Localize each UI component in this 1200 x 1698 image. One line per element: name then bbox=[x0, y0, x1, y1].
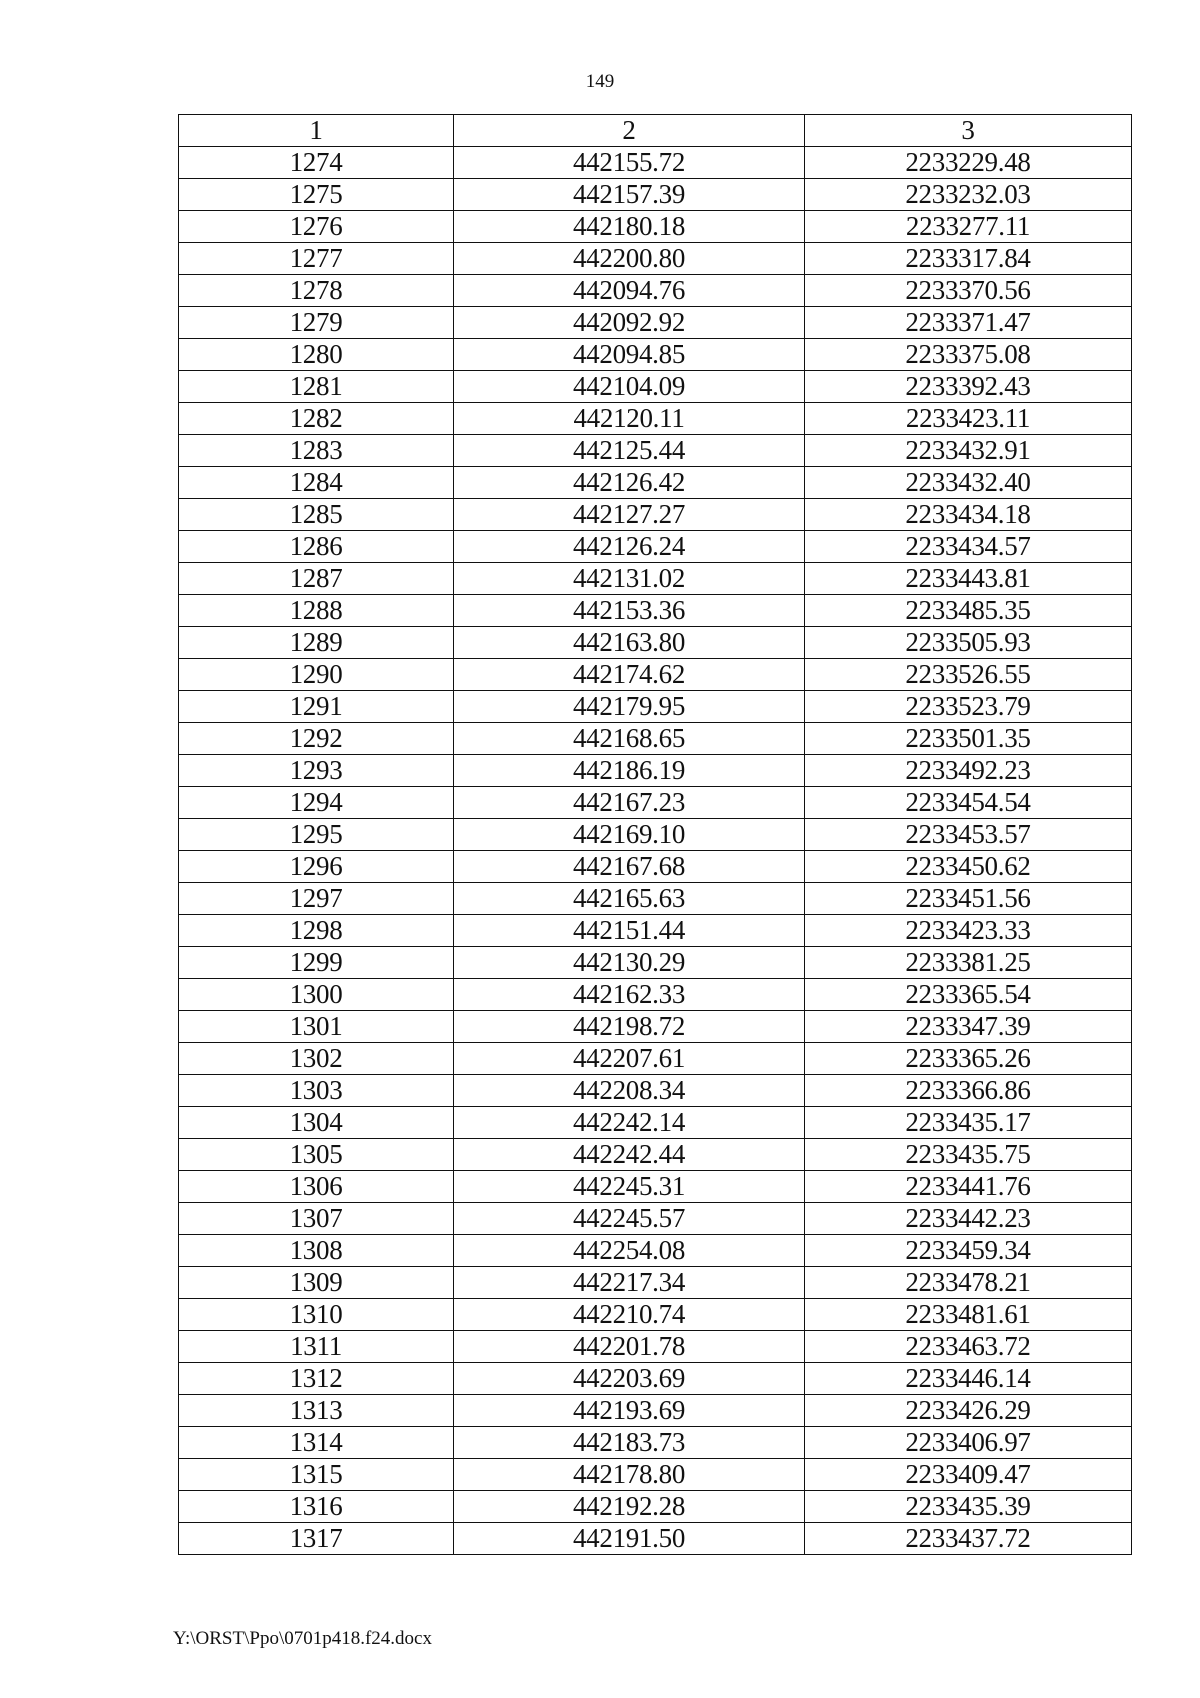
point-number-cell: 1305 bbox=[179, 1139, 454, 1171]
point-number-cell: 1299 bbox=[179, 947, 454, 979]
x-coordinate-cell: 442198.72 bbox=[454, 1011, 805, 1043]
table-body bbox=[179, 147, 1132, 1555]
point-number-cell: 1297 bbox=[179, 883, 454, 915]
point-number-cell: 1283 bbox=[179, 435, 454, 467]
x-coordinate-cell: 442167.68 bbox=[454, 851, 805, 883]
table-row bbox=[179, 531, 1132, 563]
x-coordinate-cell: 442167.23 bbox=[454, 787, 805, 819]
x-coordinate-cell: 442131.02 bbox=[454, 563, 805, 595]
x-coordinate-cell: 442208.34 bbox=[454, 1075, 805, 1107]
x-coordinate-cell: 442157.39 bbox=[454, 179, 805, 211]
y-coordinate-cell: 2233478.21 bbox=[805, 1267, 1132, 1299]
x-coordinate-cell: 442151.44 bbox=[454, 915, 805, 947]
point-number-cell: 1304 bbox=[179, 1107, 454, 1139]
point-number-cell: 1314 bbox=[179, 1427, 454, 1459]
table-row bbox=[179, 211, 1132, 243]
y-coordinate-cell: 2233441.76 bbox=[805, 1171, 1132, 1203]
x-coordinate-cell: 442242.44 bbox=[454, 1139, 805, 1171]
y-coordinate-cell: 2233523.79 bbox=[805, 691, 1132, 723]
table-row bbox=[179, 1523, 1132, 1555]
point-number-cell: 1303 bbox=[179, 1075, 454, 1107]
y-coordinate-cell: 2233485.35 bbox=[805, 595, 1132, 627]
point-number-cell: 1284 bbox=[179, 467, 454, 499]
table-row bbox=[179, 243, 1132, 275]
table-row bbox=[179, 627, 1132, 659]
table-row bbox=[179, 275, 1132, 307]
y-coordinate-cell: 2233443.81 bbox=[805, 563, 1132, 595]
point-number-cell: 1316 bbox=[179, 1491, 454, 1523]
y-coordinate-cell: 2233434.57 bbox=[805, 531, 1132, 563]
point-number-cell: 1300 bbox=[179, 979, 454, 1011]
table-row bbox=[179, 1043, 1132, 1075]
point-number-cell: 1287 bbox=[179, 563, 454, 595]
x-coordinate-cell: 442162.33 bbox=[454, 979, 805, 1011]
table-row bbox=[179, 947, 1132, 979]
y-coordinate-cell: 2233381.25 bbox=[805, 947, 1132, 979]
x-coordinate-cell: 442126.42 bbox=[454, 467, 805, 499]
table-row bbox=[179, 339, 1132, 371]
point-number-cell: 1311 bbox=[179, 1331, 454, 1363]
point-number-cell: 1276 bbox=[179, 211, 454, 243]
x-coordinate-cell: 442217.34 bbox=[454, 1267, 805, 1299]
y-coordinate-cell: 2233463.72 bbox=[805, 1331, 1132, 1363]
x-coordinate-cell: 442130.29 bbox=[454, 947, 805, 979]
footer-file-path: Y:\ORST\Ppo\0701p418.f24.docx bbox=[173, 1628, 432, 1649]
x-coordinate-cell: 442203.69 bbox=[454, 1363, 805, 1395]
point-number-cell: 1313 bbox=[179, 1395, 454, 1427]
y-coordinate-cell: 2233454.54 bbox=[805, 787, 1132, 819]
y-coordinate-cell: 2233450.62 bbox=[805, 851, 1132, 883]
x-coordinate-cell: 442245.31 bbox=[454, 1171, 805, 1203]
y-coordinate-cell: 2233442.23 bbox=[805, 1203, 1132, 1235]
point-number-cell: 1307 bbox=[179, 1203, 454, 1235]
table-row bbox=[179, 723, 1132, 755]
table-row bbox=[179, 691, 1132, 723]
y-coordinate-cell: 2233492.23 bbox=[805, 755, 1132, 787]
x-coordinate-cell: 442127.27 bbox=[454, 499, 805, 531]
x-coordinate-cell: 442254.08 bbox=[454, 1235, 805, 1267]
x-coordinate-cell: 442092.92 bbox=[454, 307, 805, 339]
x-coordinate-cell: 442193.69 bbox=[454, 1395, 805, 1427]
x-coordinate-cell: 442186.19 bbox=[454, 755, 805, 787]
x-coordinate-cell: 442163.80 bbox=[454, 627, 805, 659]
y-coordinate-cell: 2233406.97 bbox=[805, 1427, 1132, 1459]
x-coordinate-cell: 442155.72 bbox=[454, 147, 805, 179]
y-coordinate-cell: 2233409.47 bbox=[805, 1459, 1132, 1491]
table-row bbox=[179, 1139, 1132, 1171]
point-number-cell: 1285 bbox=[179, 499, 454, 531]
table-row bbox=[179, 1331, 1132, 1363]
y-coordinate-cell: 2233446.14 bbox=[805, 1363, 1132, 1395]
y-coordinate-cell: 2233347.39 bbox=[805, 1011, 1132, 1043]
y-coordinate-cell: 2233432.40 bbox=[805, 467, 1132, 499]
x-coordinate-cell: 442104.09 bbox=[454, 371, 805, 403]
x-coordinate-cell: 442183.73 bbox=[454, 1427, 805, 1459]
y-coordinate-cell: 2233426.29 bbox=[805, 1395, 1132, 1427]
point-number-cell: 1280 bbox=[179, 339, 454, 371]
table-row bbox=[179, 147, 1132, 179]
table-row bbox=[179, 499, 1132, 531]
table-header bbox=[179, 115, 1132, 147]
table-row bbox=[179, 1235, 1132, 1267]
table-row bbox=[179, 755, 1132, 787]
point-number-cell: 1293 bbox=[179, 755, 454, 787]
table-row bbox=[179, 851, 1132, 883]
y-coordinate-cell: 2233432.91 bbox=[805, 435, 1132, 467]
y-coordinate-cell: 2233435.75 bbox=[805, 1139, 1132, 1171]
table-row bbox=[179, 979, 1132, 1011]
point-number-cell: 1308 bbox=[179, 1235, 454, 1267]
x-coordinate-cell: 442192.28 bbox=[454, 1491, 805, 1523]
table-row bbox=[179, 819, 1132, 851]
x-coordinate-cell: 442174.62 bbox=[454, 659, 805, 691]
x-coordinate-cell: 442153.36 bbox=[454, 595, 805, 627]
y-coordinate-cell: 2233375.08 bbox=[805, 339, 1132, 371]
point-number-cell: 1309 bbox=[179, 1267, 454, 1299]
y-coordinate-cell: 2233232.03 bbox=[805, 179, 1132, 211]
table-row bbox=[179, 1267, 1132, 1299]
table-row bbox=[179, 371, 1132, 403]
page-number: 149 bbox=[585, 71, 615, 92]
column-header-1: 1 bbox=[179, 115, 454, 147]
table-row bbox=[179, 307, 1132, 339]
table-row bbox=[179, 595, 1132, 627]
table-row bbox=[179, 883, 1132, 915]
x-coordinate-cell: 442168.65 bbox=[454, 723, 805, 755]
table-row bbox=[179, 1171, 1132, 1203]
point-number-cell: 1296 bbox=[179, 851, 454, 883]
table-row bbox=[179, 1395, 1132, 1427]
x-coordinate-cell: 442094.76 bbox=[454, 275, 805, 307]
point-number-cell: 1302 bbox=[179, 1043, 454, 1075]
y-coordinate-cell: 2233366.86 bbox=[805, 1075, 1132, 1107]
y-coordinate-cell: 2233365.26 bbox=[805, 1043, 1132, 1075]
x-coordinate-cell: 442245.57 bbox=[454, 1203, 805, 1235]
y-coordinate-cell: 2233437.72 bbox=[805, 1523, 1132, 1555]
x-coordinate-cell: 442120.11 bbox=[454, 403, 805, 435]
point-number-cell: 1317 bbox=[179, 1523, 454, 1555]
x-coordinate-cell: 442169.10 bbox=[454, 819, 805, 851]
column-header-2: 2 bbox=[454, 115, 805, 147]
y-coordinate-cell: 2233453.57 bbox=[805, 819, 1132, 851]
table-row bbox=[179, 659, 1132, 691]
y-coordinate-cell: 2233317.84 bbox=[805, 243, 1132, 275]
column-header-3: 3 bbox=[805, 115, 1132, 147]
table-row bbox=[179, 1075, 1132, 1107]
x-coordinate-cell: 442180.18 bbox=[454, 211, 805, 243]
x-coordinate-cell: 442201.78 bbox=[454, 1331, 805, 1363]
table-row bbox=[179, 1363, 1132, 1395]
table-row bbox=[179, 467, 1132, 499]
table-row bbox=[179, 435, 1132, 467]
y-coordinate-cell: 2233229.48 bbox=[805, 147, 1132, 179]
table-row bbox=[179, 179, 1132, 211]
y-coordinate-cell: 2233459.34 bbox=[805, 1235, 1132, 1267]
point-number-cell: 1301 bbox=[179, 1011, 454, 1043]
x-coordinate-cell: 442191.50 bbox=[454, 1523, 805, 1555]
y-coordinate-cell: 2233423.11 bbox=[805, 403, 1132, 435]
x-coordinate-cell: 442094.85 bbox=[454, 339, 805, 371]
x-coordinate-cell: 442210.74 bbox=[454, 1299, 805, 1331]
point-number-cell: 1289 bbox=[179, 627, 454, 659]
x-coordinate-cell: 442126.24 bbox=[454, 531, 805, 563]
table-row bbox=[179, 1299, 1132, 1331]
table-row bbox=[179, 1107, 1132, 1139]
table-row bbox=[179, 1459, 1132, 1491]
y-coordinate-cell: 2233526.55 bbox=[805, 659, 1132, 691]
x-coordinate-cell: 442125.44 bbox=[454, 435, 805, 467]
y-coordinate-cell: 2233505.93 bbox=[805, 627, 1132, 659]
table-row bbox=[179, 1203, 1132, 1235]
y-coordinate-cell: 2233277.11 bbox=[805, 211, 1132, 243]
point-number-cell: 1294 bbox=[179, 787, 454, 819]
table-row bbox=[179, 1491, 1132, 1523]
x-coordinate-cell: 442200.80 bbox=[454, 243, 805, 275]
y-coordinate-cell: 2233435.17 bbox=[805, 1107, 1132, 1139]
table-row bbox=[179, 787, 1132, 819]
point-number-cell: 1295 bbox=[179, 819, 454, 851]
table-row bbox=[179, 1427, 1132, 1459]
y-coordinate-cell: 2233481.61 bbox=[805, 1299, 1132, 1331]
point-number-cell: 1278 bbox=[179, 275, 454, 307]
y-coordinate-cell: 2233392.43 bbox=[805, 371, 1132, 403]
point-number-cell: 1298 bbox=[179, 915, 454, 947]
y-coordinate-cell: 2233501.35 bbox=[805, 723, 1132, 755]
point-number-cell: 1277 bbox=[179, 243, 454, 275]
coordinates-table bbox=[178, 114, 1132, 1555]
x-coordinate-cell: 442242.14 bbox=[454, 1107, 805, 1139]
point-number-cell: 1282 bbox=[179, 403, 454, 435]
y-coordinate-cell: 2233423.33 bbox=[805, 915, 1132, 947]
y-coordinate-cell: 2233435.39 bbox=[805, 1491, 1132, 1523]
table-row bbox=[179, 563, 1132, 595]
table-row bbox=[179, 403, 1132, 435]
point-number-cell: 1292 bbox=[179, 723, 454, 755]
point-number-cell: 1275 bbox=[179, 179, 454, 211]
x-coordinate-cell: 442207.61 bbox=[454, 1043, 805, 1075]
point-number-cell: 1310 bbox=[179, 1299, 454, 1331]
y-coordinate-cell: 2233371.47 bbox=[805, 307, 1132, 339]
point-number-cell: 1274 bbox=[179, 147, 454, 179]
x-coordinate-cell: 442179.95 bbox=[454, 691, 805, 723]
y-coordinate-cell: 2233434.18 bbox=[805, 499, 1132, 531]
point-number-cell: 1286 bbox=[179, 531, 454, 563]
point-number-cell: 1281 bbox=[179, 371, 454, 403]
point-number-cell: 1306 bbox=[179, 1171, 454, 1203]
y-coordinate-cell: 2233365.54 bbox=[805, 979, 1132, 1011]
table-row bbox=[179, 1011, 1132, 1043]
point-number-cell: 1288 bbox=[179, 595, 454, 627]
table-row bbox=[179, 915, 1132, 947]
y-coordinate-cell: 2233451.56 bbox=[805, 883, 1132, 915]
point-number-cell: 1312 bbox=[179, 1363, 454, 1395]
point-number-cell: 1291 bbox=[179, 691, 454, 723]
point-number-cell: 1290 bbox=[179, 659, 454, 691]
x-coordinate-cell: 442178.80 bbox=[454, 1459, 805, 1491]
y-coordinate-cell: 2233370.56 bbox=[805, 275, 1132, 307]
table-header-row bbox=[179, 115, 1132, 147]
point-number-cell: 1279 bbox=[179, 307, 454, 339]
point-number-cell: 1315 bbox=[179, 1459, 454, 1491]
x-coordinate-cell: 442165.63 bbox=[454, 883, 805, 915]
